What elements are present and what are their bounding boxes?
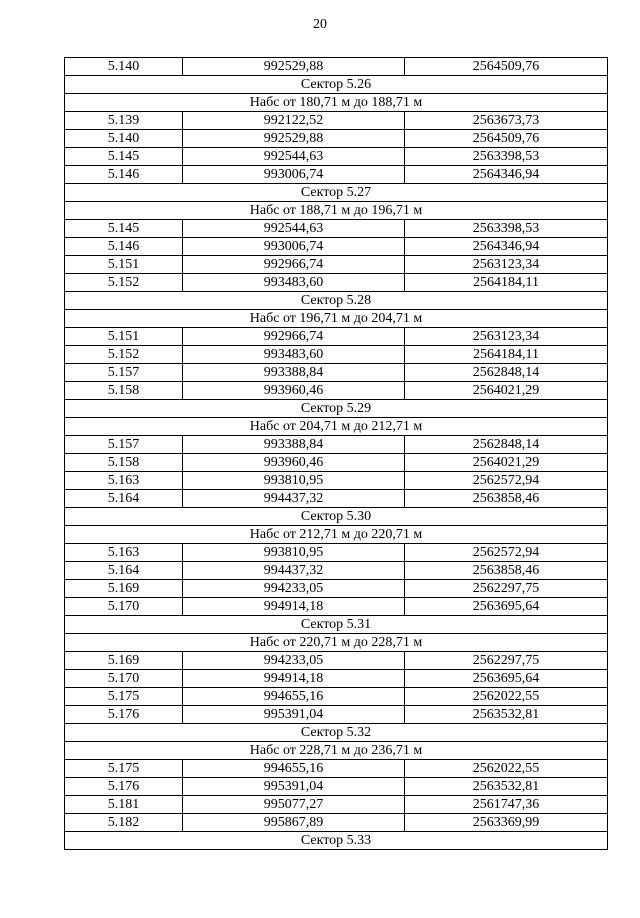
y-coordinate-cell: 2564509,76	[405, 58, 608, 76]
point-number-cell: 5.164	[65, 490, 183, 508]
table-row	[65, 436, 608, 454]
sector-height-row	[65, 202, 608, 220]
sector-height-range: Набс от 220,71 м до 228,71 м	[65, 634, 608, 652]
point-number-cell: 5.158	[65, 382, 183, 400]
sector-height-row	[65, 742, 608, 760]
x-coordinate-cell: 992544,63	[183, 220, 405, 238]
point-number-cell: 5.152	[65, 346, 183, 364]
table-row	[65, 472, 608, 490]
table-row	[65, 328, 608, 346]
point-number-cell: 5.151	[65, 328, 183, 346]
sector-height-row	[65, 526, 608, 544]
point-number-cell: 5.157	[65, 364, 183, 382]
x-coordinate-cell: 994914,18	[183, 670, 405, 688]
x-coordinate-cell: 992966,74	[183, 328, 405, 346]
sector-title-row	[65, 724, 608, 742]
sector-title: Сектор 5.28	[65, 292, 608, 310]
x-coordinate-cell: 994233,05	[183, 652, 405, 670]
x-coordinate-cell: 992122,52	[183, 112, 405, 130]
sector-title: Сектор 5.27	[65, 184, 608, 202]
sector-title: Сектор 5.31	[65, 616, 608, 634]
point-number-cell: 5.146	[65, 238, 183, 256]
sector-height-range: Набс от 180,71 м до 188,71 м	[65, 94, 608, 112]
point-number-cell: 5.145	[65, 148, 183, 166]
table-row	[65, 670, 608, 688]
y-coordinate-cell: 2563398,53	[405, 220, 608, 238]
table-row	[65, 760, 608, 778]
y-coordinate-cell: 2564184,11	[405, 346, 608, 364]
point-number-cell: 5.145	[65, 220, 183, 238]
x-coordinate-cell: 993483,60	[183, 346, 405, 364]
x-coordinate-cell: 994914,18	[183, 598, 405, 616]
table-row	[65, 346, 608, 364]
y-coordinate-cell: 2564184,11	[405, 274, 608, 292]
y-coordinate-cell: 2562848,14	[405, 436, 608, 454]
table-row	[65, 814, 608, 832]
table-row	[65, 166, 608, 184]
coordinates-table	[64, 57, 608, 850]
y-coordinate-cell: 2563369,99	[405, 814, 608, 832]
table-row	[65, 688, 608, 706]
y-coordinate-cell: 2562572,94	[405, 544, 608, 562]
table-row	[65, 382, 608, 400]
x-coordinate-cell: 993388,84	[183, 436, 405, 454]
y-coordinate-cell: 2563858,46	[405, 490, 608, 508]
sector-height-row	[65, 634, 608, 652]
point-number-cell: 5.170	[65, 598, 183, 616]
y-coordinate-cell: 2564021,29	[405, 454, 608, 472]
sector-height-row	[65, 418, 608, 436]
y-coordinate-cell: 2563695,64	[405, 670, 608, 688]
table-row	[65, 652, 608, 670]
table-row	[65, 562, 608, 580]
x-coordinate-cell: 993810,95	[183, 544, 405, 562]
table-row	[65, 778, 608, 796]
y-coordinate-cell: 2563123,34	[405, 256, 608, 274]
x-coordinate-cell: 993388,84	[183, 364, 405, 382]
point-number-cell: 5.176	[65, 778, 183, 796]
y-coordinate-cell: 2563532,81	[405, 706, 608, 724]
x-coordinate-cell: 994437,32	[183, 562, 405, 580]
y-coordinate-cell: 2562022,55	[405, 760, 608, 778]
y-coordinate-cell: 2564021,29	[405, 382, 608, 400]
point-number-cell: 5.152	[65, 274, 183, 292]
y-coordinate-cell: 2564509,76	[405, 130, 608, 148]
table-row	[65, 580, 608, 598]
x-coordinate-cell: 992529,88	[183, 130, 405, 148]
x-coordinate-cell: 994655,16	[183, 688, 405, 706]
x-coordinate-cell: 992544,63	[183, 148, 405, 166]
x-coordinate-cell: 993006,74	[183, 166, 405, 184]
table-row	[65, 148, 608, 166]
page-number: 20	[313, 17, 327, 32]
y-coordinate-cell: 2563858,46	[405, 562, 608, 580]
x-coordinate-cell: 992529,88	[183, 58, 405, 76]
table-row	[65, 220, 608, 238]
y-coordinate-cell: 2563532,81	[405, 778, 608, 796]
table-row	[65, 238, 608, 256]
point-number-cell: 5.146	[65, 166, 183, 184]
x-coordinate-cell: 993960,46	[183, 382, 405, 400]
y-coordinate-cell: 2563123,34	[405, 328, 608, 346]
x-coordinate-cell: 994655,16	[183, 760, 405, 778]
sector-height-range: Набс от 204,71 м до 212,71 м	[65, 418, 608, 436]
y-coordinate-cell: 2562572,94	[405, 472, 608, 490]
sector-title-row	[65, 832, 608, 850]
sector-title-row	[65, 616, 608, 634]
y-coordinate-cell: 2564346,94	[405, 166, 608, 184]
point-number-cell: 5.151	[65, 256, 183, 274]
table-row	[65, 256, 608, 274]
sector-title: Сектор 5.29	[65, 400, 608, 418]
point-number-cell: 5.140	[65, 58, 183, 76]
point-number-cell: 5.164	[65, 562, 183, 580]
table-row	[65, 598, 608, 616]
y-coordinate-cell: 2562297,75	[405, 580, 608, 598]
sector-title: Сектор 5.26	[65, 76, 608, 94]
coordinates-table-body	[65, 58, 608, 850]
sector-title-row	[65, 76, 608, 94]
x-coordinate-cell: 994437,32	[183, 490, 405, 508]
point-number-cell: 5.163	[65, 544, 183, 562]
y-coordinate-cell: 2562022,55	[405, 688, 608, 706]
point-number-cell: 5.157	[65, 436, 183, 454]
table-row	[65, 364, 608, 382]
x-coordinate-cell: 993960,46	[183, 454, 405, 472]
point-number-cell: 5.140	[65, 130, 183, 148]
table-row	[65, 58, 608, 76]
x-coordinate-cell: 993483,60	[183, 274, 405, 292]
table-row	[65, 112, 608, 130]
x-coordinate-cell: 993810,95	[183, 472, 405, 490]
point-number-cell: 5.158	[65, 454, 183, 472]
y-coordinate-cell: 2563398,53	[405, 148, 608, 166]
table-row	[65, 706, 608, 724]
x-coordinate-cell: 994233,05	[183, 580, 405, 598]
point-number-cell: 5.175	[65, 688, 183, 706]
sector-title: Сектор 5.32	[65, 724, 608, 742]
x-coordinate-cell: 995391,04	[183, 706, 405, 724]
sector-title: Сектор 5.33	[65, 832, 608, 850]
point-number-cell: 5.182	[65, 814, 183, 832]
point-number-cell: 5.175	[65, 760, 183, 778]
x-coordinate-cell: 993006,74	[183, 238, 405, 256]
sector-title: Сектор 5.30	[65, 508, 608, 526]
sector-height-row	[65, 94, 608, 112]
table-row	[65, 130, 608, 148]
x-coordinate-cell: 995867,89	[183, 814, 405, 832]
point-number-cell: 5.176	[65, 706, 183, 724]
table-row	[65, 274, 608, 292]
point-number-cell: 5.170	[65, 670, 183, 688]
sector-title-row	[65, 292, 608, 310]
sector-title-row	[65, 400, 608, 418]
table-row	[65, 544, 608, 562]
table-row	[65, 490, 608, 508]
point-number-cell: 5.139	[65, 112, 183, 130]
y-coordinate-cell: 2562848,14	[405, 364, 608, 382]
y-coordinate-cell: 2563673,73	[405, 112, 608, 130]
table-row	[65, 796, 608, 814]
y-coordinate-cell: 2561747,36	[405, 796, 608, 814]
y-coordinate-cell: 2563695,64	[405, 598, 608, 616]
x-coordinate-cell: 992966,74	[183, 256, 405, 274]
y-coordinate-cell: 2564346,94	[405, 238, 608, 256]
point-number-cell: 5.169	[65, 652, 183, 670]
table-row	[65, 454, 608, 472]
x-coordinate-cell: 995077,27	[183, 796, 405, 814]
y-coordinate-cell: 2562297,75	[405, 652, 608, 670]
sector-title-row	[65, 184, 608, 202]
sector-title-row	[65, 508, 608, 526]
point-number-cell: 5.181	[65, 796, 183, 814]
sector-height-range: Набс от 212,71 м до 220,71 м	[65, 526, 608, 544]
point-number-cell: 5.163	[65, 472, 183, 490]
x-coordinate-cell: 995391,04	[183, 778, 405, 796]
sector-height-range: Набс от 196,71 м до 204,71 м	[65, 310, 608, 328]
sector-height-row	[65, 310, 608, 328]
point-number-cell: 5.169	[65, 580, 183, 598]
sector-height-range: Набс от 228,71 м до 236,71 м	[65, 742, 608, 760]
sector-height-range: Набс от 188,71 м до 196,71 м	[65, 202, 608, 220]
